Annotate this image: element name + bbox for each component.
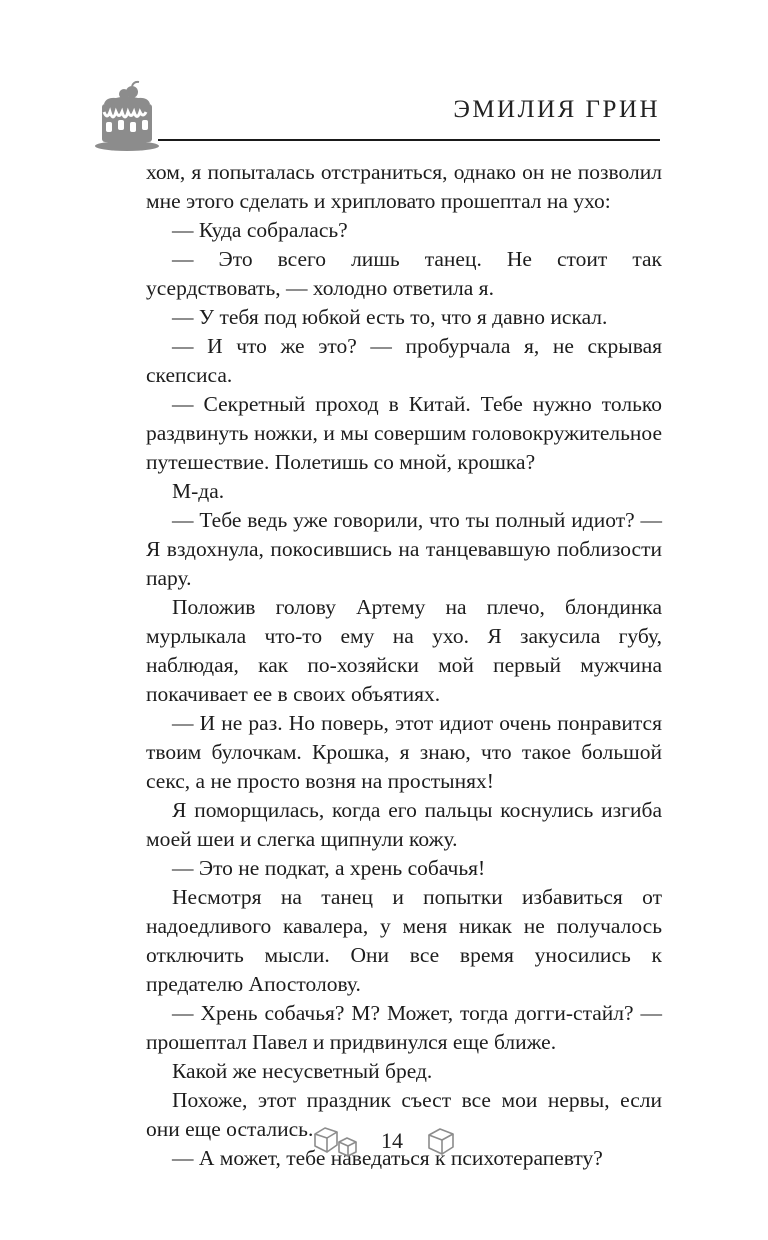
page-footer (0, 1124, 768, 1158)
paragraph: — Куда собралась? (172, 218, 348, 242)
paragraph: — Тебе ведь уже говорили, что ты полный идиот? — Я вздохнула, покосившись на танцевавшую поблизости пару. (146, 508, 662, 590)
cake-icon (92, 80, 160, 156)
paragraph: — А может, тебе наведаться к психотерапевту? (172, 1146, 603, 1170)
page-number: 14 (381, 1128, 403, 1153)
paragraph: Похоже, этот праздник съест все мои нервы, если они еще остались. (146, 1088, 662, 1141)
sugar-cubes-icon (311, 1124, 359, 1158)
paragraph: — У тебя под юбкой есть то, что я давно искал. (172, 305, 608, 329)
paragraph: Несмотря на танец и попытки избавиться от надоедливого кавалера, у меня никак не получалось отключить мысли. Они все время уносились к предателю Апостолову. (146, 885, 662, 996)
paragraph: М-да. (172, 479, 225, 503)
paragraph: — Это всего лишь танец. Не стоит так усердствовать, — холодно ответила я. (146, 247, 662, 300)
paragraph: — Это не подкат, а хрень собачья! (172, 856, 486, 880)
paragraph: Я поморщилась, когда его пальцы коснулись изгиба моей шеи и слегка щипнули кожу. (146, 798, 662, 851)
paragraph: хом, я попыталась отстраниться, однако он не позволил мне этого сделать и хрипловато прошептал на ухо: (146, 160, 662, 213)
page-body-text (146, 158, 662, 1173)
header-rule (158, 139, 660, 141)
sugar-cube-icon (425, 1125, 457, 1157)
paragraph: Положив голову Артему на плечо, блондинка мурлыкала что-то ему на ухо. Я закусила губу, наблюдая, как по-хозяйски мой первый мужчина покачивает ее в своих объятиях. (146, 595, 662, 706)
paragraph: — И не раз. Но поверь, этот идиот очень понравится твоим булочкам. Крошка, я знаю, что такое большой секс, а не просто возня на простынях! (146, 711, 662, 793)
paragraph: — Секретный проход в Китай. Тебе нужно только раздвинуть ножки, и мы совершим головокружительное путешествие. Полетишь со мной, крошка? (146, 392, 662, 474)
running-header-author: ЭМИЛИЯ ГРИН (453, 96, 660, 123)
paragraph: — Хрень собачья? М? Может, тогда догги-стайл? — прошептал Павел и придвинулся еще ближе. (146, 1001, 662, 1054)
paragraph: — И что же это? — пробурчала я, не скрывая скепсиса. (146, 334, 662, 387)
paragraph: Какой же несусветный бред. (172, 1059, 433, 1083)
